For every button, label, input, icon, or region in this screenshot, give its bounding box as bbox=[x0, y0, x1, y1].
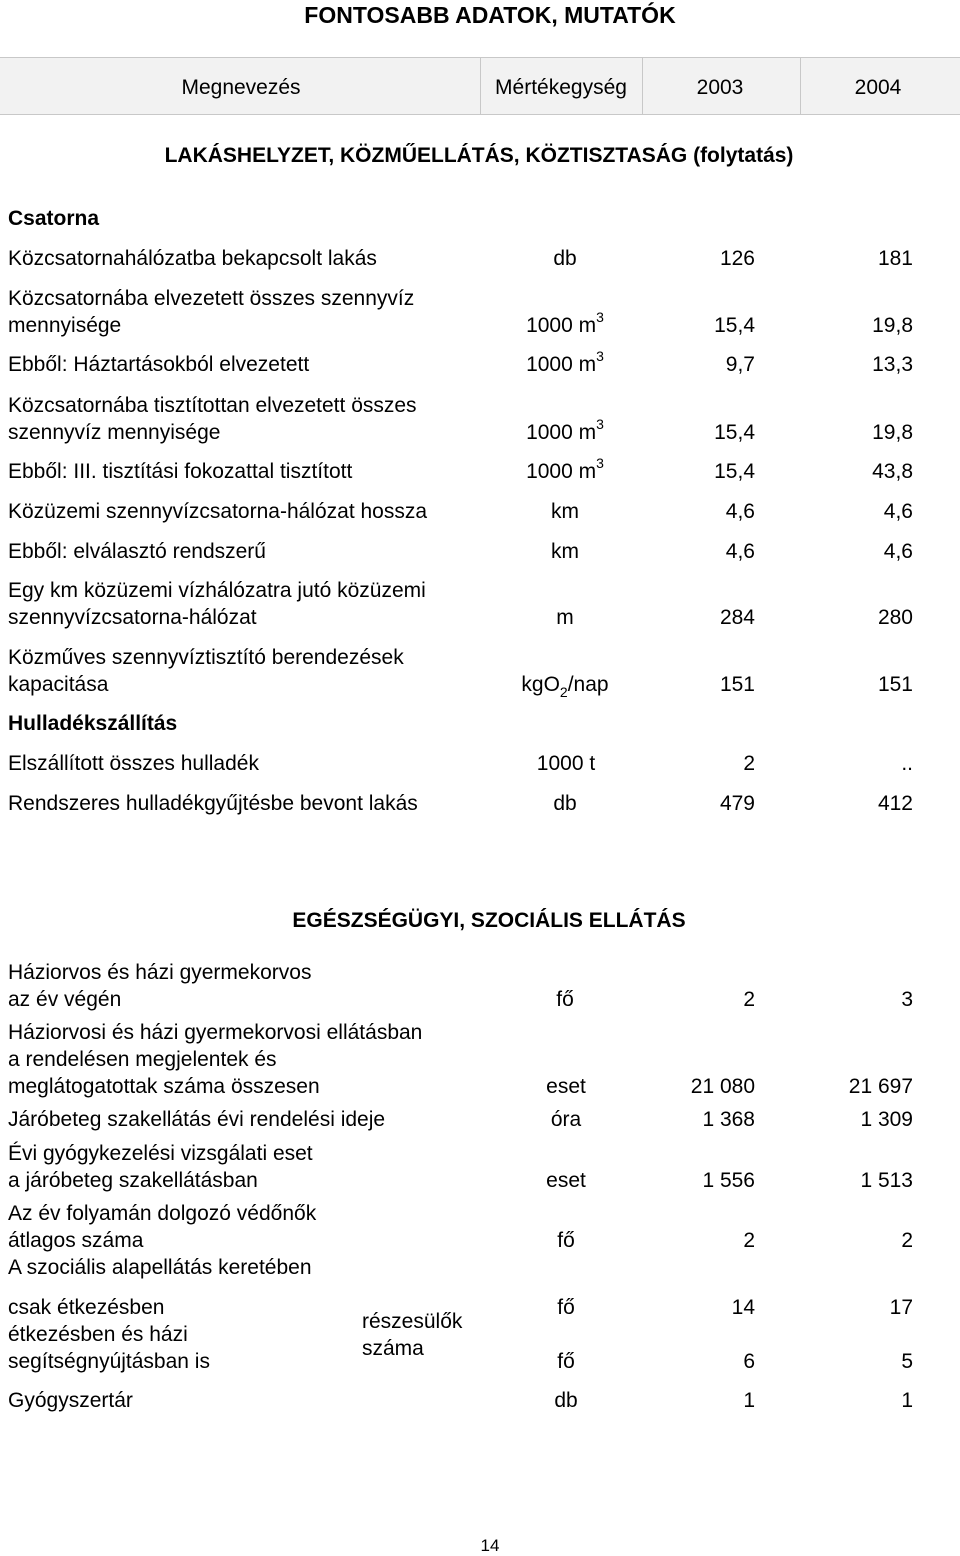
row-value-2003: 2 bbox=[743, 988, 755, 1011]
row-unit: fő bbox=[557, 1350, 575, 1373]
row-value-2003: 479 bbox=[719, 792, 755, 815]
row-value-2003: 14 bbox=[731, 1296, 755, 1319]
row-label-cont: meglátogatottak száma összesen bbox=[8, 1075, 320, 1098]
row-value-2004: 3 bbox=[901, 988, 913, 1011]
row-label-cont: kapacitása bbox=[8, 673, 109, 696]
row-unit: kgO$_2$/nap bbox=[521, 673, 609, 700]
row-unit: 1000 $m^3$ bbox=[526, 416, 604, 444]
row-unit: 1000 $m^3$ bbox=[526, 455, 604, 483]
row-value-2003: 21 080 bbox=[690, 1075, 755, 1098]
row-label-cont: mennyisége bbox=[8, 314, 122, 337]
row-value-2004: 4,6 bbox=[883, 500, 913, 523]
row-label: Közcsatornába tisztítottan elvezetett összes bbox=[8, 394, 417, 417]
row-unit: 1000 $m^3$ bbox=[526, 348, 604, 376]
row-unit: eset bbox=[546, 1075, 586, 1098]
row-value-2003: 4,6 bbox=[725, 540, 755, 563]
row-label: Járóbeteg szakellátás évi rendelési ideje bbox=[8, 1108, 386, 1131]
row-label: Háziorvos és házi gyermekorvos bbox=[8, 961, 312, 984]
row-unit: 1000 t bbox=[536, 752, 596, 775]
row-label: Háziorvosi és házi gyermekorvosi ellátásban bbox=[8, 1021, 423, 1044]
row-value-2004: 181 bbox=[877, 247, 913, 270]
row-unit: m bbox=[556, 606, 574, 629]
row-unit: fő bbox=[557, 1296, 575, 1319]
row-value-2004: 412 bbox=[877, 792, 913, 815]
header-divider bbox=[642, 57, 643, 115]
group-label-cont: száma bbox=[362, 1337, 424, 1360]
row-value-2004: 151 bbox=[877, 673, 913, 696]
row-label: Ebből: elválasztó rendszerű bbox=[8, 540, 266, 563]
row-value-2003: 284 bbox=[719, 606, 755, 629]
row-value-2003: 15,4 bbox=[714, 460, 755, 483]
row-label: Ebből: III. tisztítási fokozattal tisztított bbox=[8, 460, 353, 483]
row-label-cont: átlagos száma bbox=[8, 1229, 144, 1252]
row-unit: db bbox=[554, 1389, 578, 1412]
row-value-2004: 17 bbox=[889, 1296, 913, 1319]
header-year-2004: 2004 bbox=[854, 76, 902, 99]
section-title-health: EGÉSZSÉGÜGYI, SZOCIÁLIS ELLÁTÁS bbox=[292, 909, 686, 932]
row-label: Az év folyamán dolgozó védőnők bbox=[8, 1202, 317, 1225]
row-unit: 1000 $m^3$ bbox=[526, 309, 604, 337]
row-value-2003: 6 bbox=[743, 1350, 755, 1373]
row-value-2003: 15,4 bbox=[714, 314, 755, 337]
row-label: A szociális alapellátás keretében bbox=[8, 1256, 312, 1279]
row-label-cont: az év végén bbox=[8, 988, 122, 1011]
row-value-2004: 1 bbox=[901, 1389, 913, 1412]
row-value-2004: 280 bbox=[877, 606, 913, 629]
row-unit: fő bbox=[557, 1229, 575, 1252]
row-value-2003: 126 bbox=[719, 247, 755, 270]
subsection-title-sewer: Csatorna bbox=[8, 207, 100, 230]
row-value-2004: 1 309 bbox=[860, 1108, 913, 1131]
row-label: csak étkezésben bbox=[8, 1296, 165, 1319]
row-unit: db bbox=[553, 247, 577, 270]
row-label-cont: segítségnyújtásban is bbox=[8, 1350, 210, 1373]
row-value-2003: 2 bbox=[743, 752, 755, 775]
header-name: Megnevezés bbox=[181, 76, 301, 99]
page-title: FONTOSABB ADATOK, MUTATÓK bbox=[304, 2, 676, 28]
row-value-2004: 2 bbox=[901, 1229, 913, 1252]
row-label: Ebből: Háztartásokból elvezetett bbox=[8, 353, 310, 376]
row-value-2004: 19,8 bbox=[872, 314, 913, 337]
row-label-cont: a járóbeteg szakellátásban bbox=[8, 1169, 258, 1192]
row-label: Rendszeres hulladékgyűjtésbe bevont lakás bbox=[8, 792, 418, 815]
row-label: étkezésben és házi bbox=[8, 1323, 188, 1346]
row-value-2003: 4,6 bbox=[725, 500, 755, 523]
row-unit: km bbox=[551, 540, 579, 563]
row-value-2004: 19,8 bbox=[872, 421, 913, 444]
row-value-2003: 2 bbox=[743, 1229, 755, 1252]
row-label-cont: a rendelésen megjelentek és bbox=[8, 1048, 277, 1071]
row-label: Gyógyszertár bbox=[8, 1389, 133, 1412]
row-value-2003: 1 bbox=[743, 1389, 755, 1412]
row-label: Közműves szennyvíztisztító berendezések bbox=[8, 646, 404, 669]
row-label: Közüzemi szennyvízcsatorna-hálózat hossza bbox=[8, 500, 428, 523]
row-label: Évi gyógykezelési vizsgálati eset bbox=[8, 1142, 313, 1165]
row-value-2003: 1 368 bbox=[702, 1108, 755, 1131]
row-unit: eset bbox=[546, 1169, 586, 1192]
row-value-2004: 13,3 bbox=[872, 353, 913, 376]
row-value-2004: 21 697 bbox=[848, 1075, 913, 1098]
header-divider bbox=[800, 57, 801, 115]
row-unit: km bbox=[551, 500, 579, 523]
row-value-2003: 15,4 bbox=[714, 421, 755, 444]
row-value-2004: 5 bbox=[901, 1350, 913, 1373]
section-title-housing: LAKÁSHELYZET, KÖZMŰELLÁTÁS, KÖZTISZTASÁG (folytatás) bbox=[164, 144, 794, 167]
row-value-2003: 1 556 bbox=[702, 1169, 755, 1192]
subsection-title-waste: Hulladékszállítás bbox=[8, 712, 178, 735]
row-value-2003: 9,7 bbox=[725, 353, 755, 376]
row-value-2004: 43,8 bbox=[872, 460, 913, 483]
page-number: 14 bbox=[480, 1536, 500, 1555]
row-value-2004: 4,6 bbox=[883, 540, 913, 563]
row-value-2003: 151 bbox=[719, 673, 755, 696]
row-label-cont: szennyvíz mennyisége bbox=[8, 421, 221, 444]
row-unit: db bbox=[553, 792, 577, 815]
row-unit: fő bbox=[556, 988, 574, 1011]
row-value-2004: 1 513 bbox=[860, 1169, 913, 1192]
header-unit: Mértékegység bbox=[495, 76, 627, 99]
row-label: Közcsatornahálózatba bekapcsolt lakás bbox=[8, 247, 377, 270]
header-year-2003: 2003 bbox=[696, 76, 744, 99]
row-label-cont: szennyvízcsatorna-hálózat bbox=[8, 606, 257, 629]
row-label: Egy km közüzemi vízhálózatra jutó közüzemi bbox=[8, 579, 426, 602]
row-unit: óra bbox=[550, 1108, 582, 1131]
row-label: Elszállított összes hulladék bbox=[8, 752, 259, 775]
header-divider bbox=[480, 57, 481, 115]
row-value-2004: .. bbox=[901, 752, 913, 775]
row-label: Közcsatornába elvezetett összes szennyvíz bbox=[8, 287, 415, 310]
group-label: részesülők bbox=[362, 1310, 463, 1333]
